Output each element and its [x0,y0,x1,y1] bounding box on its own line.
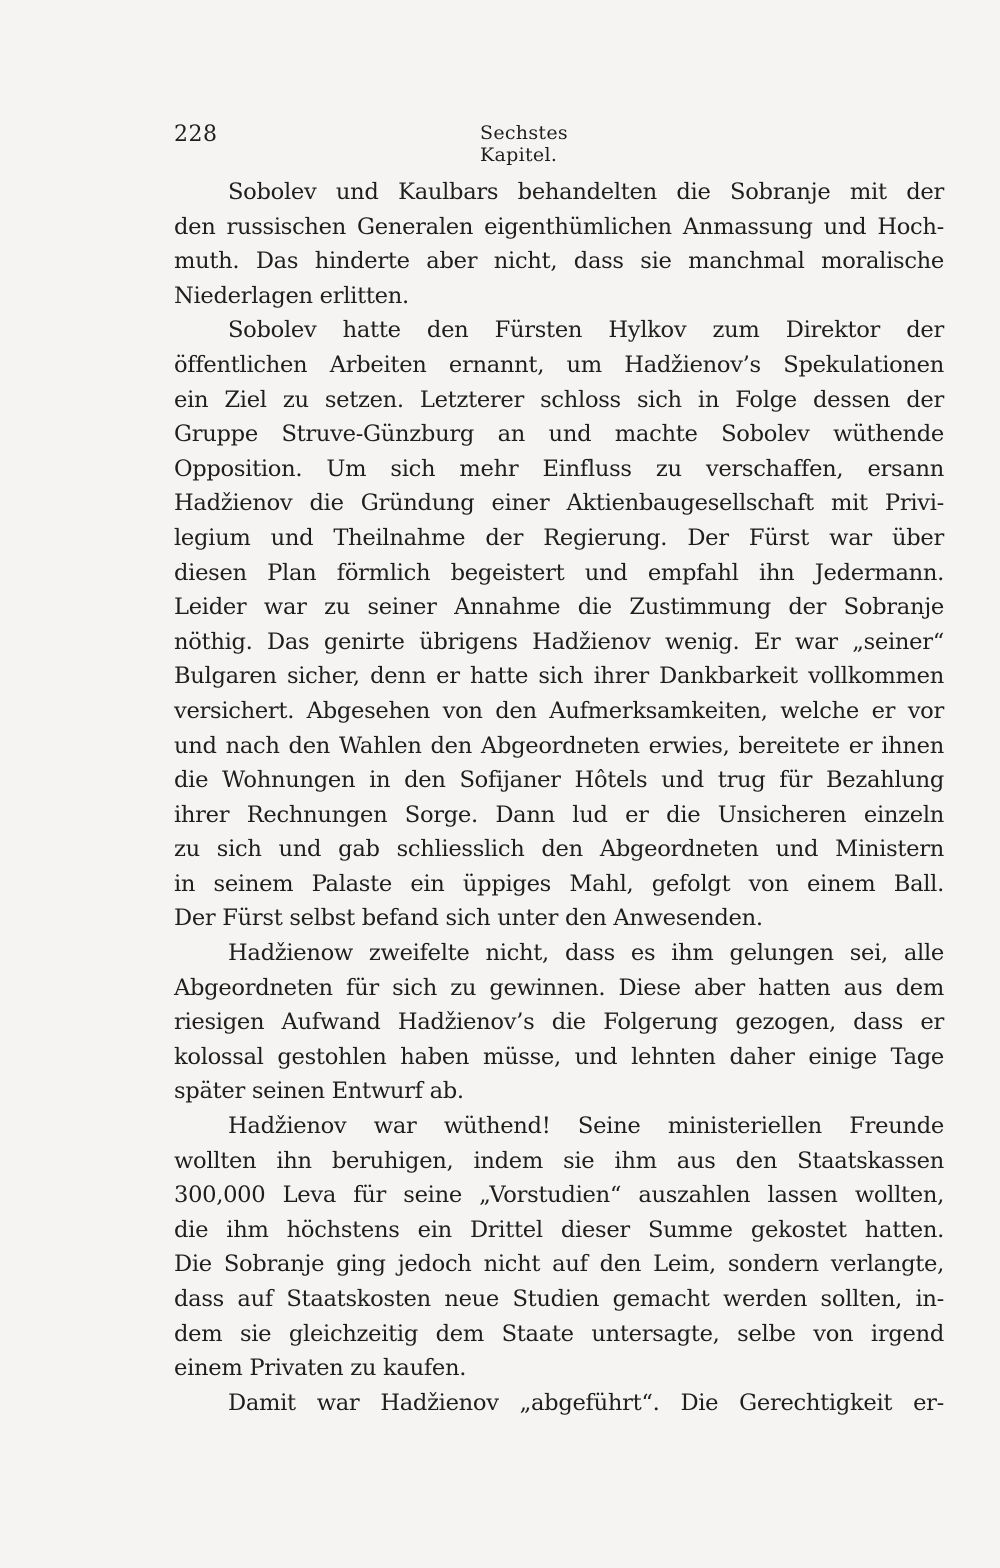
text-line: Opposition. Um sich mehr Einfluss zu verschaffen, ersann [174,455,944,482]
text-line: die Wohnungen in den Sofijaner Hôtels und trug für Bezahlung [174,767,944,794]
text-line: später seinen Entwurf ab. [174,1078,464,1105]
text-line: riesigen Aufwand Hadžienov’s die Folgerung gezogen, dass er [174,1009,944,1036]
text-line: nöthig. Das genirte übrigens Hadžienov wenig. Er war „seiner“ [174,628,944,655]
text-line: ihrer Rechnungen Sorge. Dann lud er die Unsicheren einzeln [174,801,944,828]
text-line: Hadžienov die Gründung einer Aktienbaugesellschaft mit Privi- [174,490,944,517]
text-line: den russischen Generalen eigenthümlichen Anmassung und Hoch- [174,213,944,240]
text-line: Niederlagen erlitten. [174,282,409,309]
text-line: versichert. Abgesehen von den Aufmerksamkeiten, welche er vor [174,697,944,724]
text-line: Sobolev hatte den Fürsten Hylkov zum Direktor der [228,317,944,344]
text-line: 300,000 Leva für seine „Vorstudien“ auszahlen lassen wollten, [174,1182,944,1209]
body-text [174,175,944,1420]
text-line: kolossal gestohlen haben müsse, und lehnten daher einige Tage [174,1043,944,1070]
text-line: Die Sobranje ging jedoch nicht auf den Leim, sondern verlangte, [174,1251,944,1278]
text-line: Bulgaren sicher, denn er hatte sich ihrer Dankbarkeit vollkommen [174,663,944,690]
page-header [174,122,644,166]
text-line: Hadžienow zweifelte nicht, dass es ihm gelungen sei, alle [228,940,944,967]
text-line: Abgeordneten für sich zu gewinnen. Diese aber hatten aus dem [174,974,944,1001]
text-line: ein Ziel zu setzen. Letzterer schloss sich in Folge dessen der [174,386,944,413]
text-line: die ihm höchstens ein Drittel dieser Summe gekostet hatten. [174,1216,944,1243]
text-line: Gruppe Struve-Günzburg an und machte Sobolev wüthende [174,421,944,448]
text-line: zu sich und gab schliesslich den Abgeordneten und Ministern [174,836,944,863]
text-line: öffentlichen Arbeiten ernannt, um Hadžienov’s Spekulationen [174,351,944,378]
text-line: und nach den Wahlen den Abgeordneten erwies, bereitete er ihnen [174,732,944,759]
page-number: 228 [174,122,218,147]
text-line: diesen Plan förmlich begeistert und empfahl ihn Jedermann. [174,559,944,586]
text-line: wollten ihn beruhigen, indem sie ihm aus den Staatskassen [174,1147,944,1174]
text-line: Leider war zu seiner Annahme die Zustimmung der Sobranje [174,594,944,621]
text-line: Damit war Hadžienov „abgeführt“. Die Gerechtigkeit er- [228,1389,944,1416]
running-title: Sechstes Kapitel. [480,122,568,166]
text-line: dem sie gleichzeitig dem Staate untersagte, selbe von irgend [174,1320,944,1347]
text-line: einem Privaten zu kaufen. [174,1355,467,1382]
text-line: Sobolev und Kaulbars behandelten die Sobranje mit der [228,179,944,205]
text-line: muth. Das hinderte aber nicht, dass sie manchmal moralische [174,248,944,275]
text-line: in seinem Palaste ein üppiges Mahl, gefolgt von einem Ball. [174,870,944,897]
text-line: Hadžienov war wüthend! Seine ministeriellen Freunde [228,1113,944,1140]
text-line: legium und Theilnahme der Regierung. Der Fürst war über [174,524,944,551]
text-line: dass auf Staatskosten neue Studien gemacht werden sollten, in- [174,1286,944,1312]
text-line: Der Fürst selbst befand sich unter den Anwesenden. [174,905,763,932]
